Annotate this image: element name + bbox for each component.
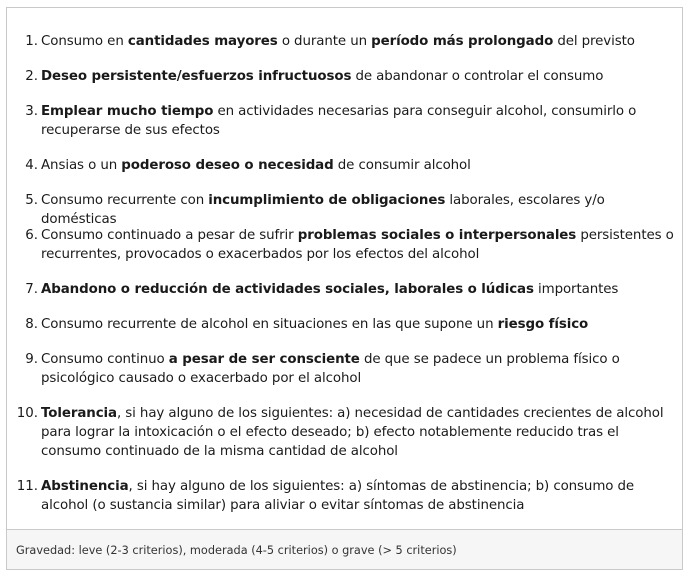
- criterion-text-part: , si hay alguno de los siguientes: a) síntomas de abstinencia; b) consumo de alcohol (o sustancia similar) para aliviar o evitar síntomas de abstinencia: [41, 479, 635, 513]
- criterion-emphasis: período más prolongado: [371, 34, 554, 49]
- criterion-text-part: de que se padece un problema físico o psicológico causado o exacerbado por el alcohol: [41, 352, 620, 386]
- criterion-text-part: Consumo recurrente con: [41, 193, 209, 208]
- criterion-number: 11.: [16, 479, 38, 494]
- criterion-text: [41, 156, 679, 175]
- criterion-text-part: de consumir alcohol: [333, 158, 471, 173]
- criterion-text-part: Consumo en: [41, 34, 128, 49]
- criterion-text-part: de abandonar o controlar el consumo: [351, 69, 604, 84]
- criterion-emphasis: a pesar de ser consciente: [168, 352, 360, 367]
- criterion-text-part: o durante un: [277, 34, 372, 49]
- criterion-number: 1.: [25, 34, 38, 49]
- criterion-text-part: persistentes o recurrentes, provocados o exacerbados por los efectos del alcohol: [41, 228, 674, 262]
- criterion-number: 2.: [25, 69, 38, 84]
- criterion-number: 6.: [25, 228, 38, 243]
- criterion-text-part: en actividades necesarias para conseguir alcohol, consumirlo o recuperarse de sus efectos: [41, 104, 637, 138]
- criterion-number: 10.: [16, 406, 38, 421]
- criterion-number: 4.: [25, 158, 38, 173]
- criterion-emphasis: Abandono o reducción de actividades sociales, laborales o lúdicas: [41, 282, 534, 297]
- severity-note: Gravedad: leve (2-3 criterios), moderada (4-5 criterios) o grave (> 5 criterios): [16, 544, 457, 557]
- criterion-emphasis: incumplimiento de obligaciones: [208, 193, 446, 208]
- criterion-emphasis: Deseo persistente/esfuerzos infructuosos: [41, 69, 352, 84]
- criterion-number: 9.: [25, 352, 38, 367]
- criterion-text: [41, 280, 679, 299]
- criterion-number: 7.: [25, 282, 38, 297]
- criterion-text: [41, 404, 679, 461]
- criterion-text: [41, 477, 679, 515]
- criterion-text-part: Consumo continuo: [41, 352, 169, 367]
- severity-footer: [7, 529, 682, 569]
- criterion-text: [41, 350, 679, 388]
- criterion-number: 8.: [25, 317, 38, 332]
- criterion-text-part: , si hay alguno de los siguientes: a) necesidad de cantidades crecientes de alcohol para lograr la intoxicación o el efecto deseado; b) efecto notablemente reducido tras el consumo continuado de la misma cantidad de alcohol: [41, 406, 664, 459]
- criterion-emphasis: cantidades mayores: [127, 34, 278, 49]
- criterion-text: [41, 226, 679, 264]
- criterion-text-part: importantes: [533, 282, 619, 297]
- criterion-text-part: del previsto: [553, 34, 635, 49]
- criterion-emphasis: Tolerancia: [41, 406, 117, 421]
- criteria-table: [6, 7, 683, 570]
- criterion-text: [41, 67, 679, 86]
- criterion-emphasis: Abstinencia: [41, 479, 129, 494]
- criterion-text-part: Consumo continuado a pesar de sufrir: [41, 228, 298, 243]
- criterion-emphasis: poderoso deseo o necesidad: [121, 158, 334, 173]
- criterion-emphasis: riesgo físico: [497, 317, 589, 332]
- criterion-emphasis: Emplear mucho tiempo: [41, 104, 214, 119]
- criterion-text-part: laborales, escolares y/o domésticas: [41, 193, 605, 227]
- criterion-text-part: Consumo recurrente de alcohol en situaciones en las que supone un: [41, 317, 498, 332]
- criterion-text: [41, 32, 679, 51]
- criterion-emphasis: problemas sociales o interpersonales: [297, 228, 577, 243]
- criterion-number: 3.: [25, 104, 38, 119]
- criterion-text-part: Ansias o un: [41, 158, 122, 173]
- criterion-text: [41, 315, 679, 334]
- criterion-number: 5.: [25, 193, 38, 208]
- criterion-text: [41, 191, 679, 229]
- criterion-text: [41, 102, 679, 140]
